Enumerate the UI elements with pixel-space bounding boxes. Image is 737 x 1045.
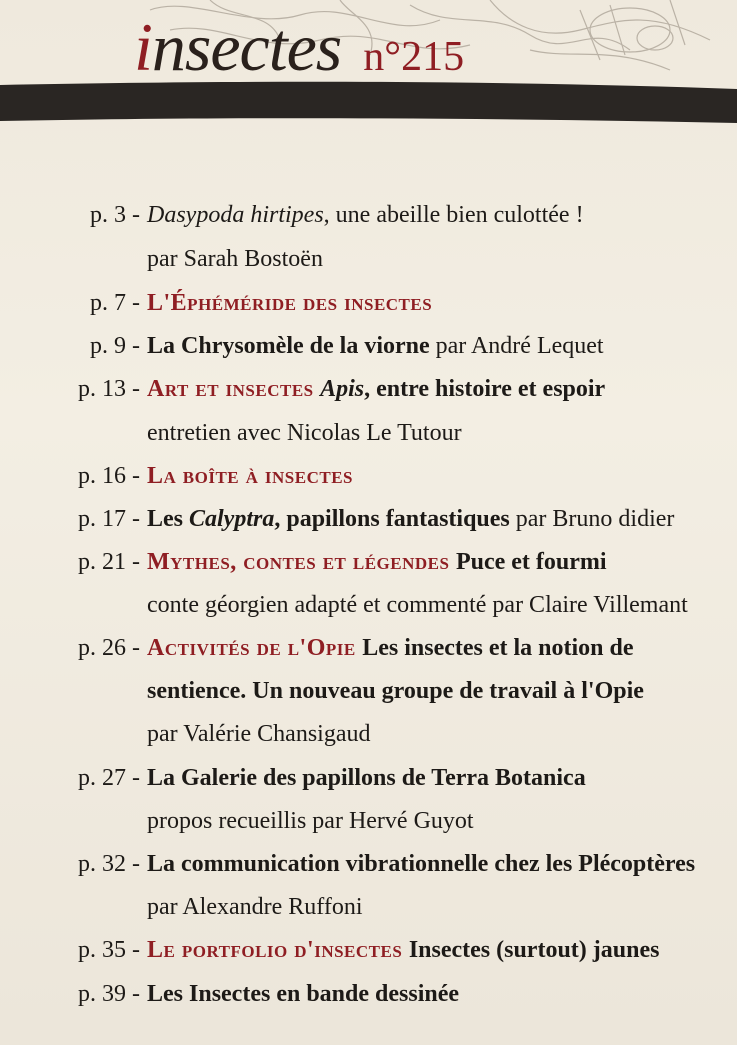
toc-line [0, 628, 737, 668]
toc-entry-text [147, 195, 584, 235]
toc-entry-text [147, 413, 462, 453]
toc-line [0, 671, 737, 711]
species-name: Dasypoda hirtipes [147, 202, 324, 228]
article-title: La Galerie des papillons de Terra Botanica [147, 765, 586, 791]
toc-page-number: p. 27 - [78, 765, 140, 791]
byline: par Sarah Bostoën [147, 246, 323, 272]
article-title: , entre histoire et espoir [364, 376, 606, 402]
rubric-title: Art et insectes [147, 376, 321, 402]
article-title-italic: Apis [320, 376, 365, 402]
article-title: , papillons fantastiques [274, 506, 516, 532]
toc-entry-text [147, 974, 459, 1014]
byline: conte géorgien adapté et commenté par Claire Villemant [147, 592, 688, 618]
toc-entry-text [147, 456, 353, 496]
rubric-title: Le portfolio d'insectes [147, 937, 409, 963]
toc-entry-text [147, 671, 644, 711]
toc-line [0, 974, 737, 1014]
toc-page-number: p. 7 - [90, 290, 140, 316]
byline: entretien avec Nicolas Le Tutour [147, 420, 462, 446]
toc-line [0, 930, 737, 970]
toc-line [0, 326, 737, 366]
toc-entry-text [147, 887, 363, 927]
article-title: sentience. Un nouveau groupe de travail à l'Opie [147, 678, 644, 704]
toc-line [0, 283, 737, 323]
toc-entry-text [147, 283, 432, 323]
toc-entry-text [147, 714, 371, 754]
article-title: La communication vibrationnelle chez les Plécoptères [147, 851, 696, 877]
toc-page-number: p. 9 - [90, 333, 140, 359]
article-title: Les insectes et la notion de [362, 635, 634, 661]
toc-entry-text [147, 369, 605, 409]
toc-entry-text [147, 930, 659, 970]
toc-entry-text [147, 499, 674, 539]
article-title-italic: Calyptra [189, 506, 275, 532]
logo-initial: i [134, 9, 152, 85]
logo-rest: nsectes [151, 9, 342, 85]
toc-entry-text [147, 628, 634, 668]
toc-entry-text [147, 585, 688, 625]
rubric-title: L'Éphéméride des insectes [147, 290, 433, 316]
toc-line [0, 844, 737, 884]
toc-line [0, 801, 737, 841]
toc-entry-text [147, 758, 586, 798]
toc-entry-text [147, 844, 695, 884]
toc-page-number: p. 32 - [78, 851, 140, 877]
toc-page-number: p. 13 - [78, 376, 140, 402]
article-title: Puce et fourmi [455, 549, 607, 575]
article-title: Les [147, 506, 189, 532]
rubric-title: Mythes, contes et légendes [147, 549, 456, 575]
toc-entry-text [147, 542, 607, 582]
toc-line [0, 239, 737, 279]
byline: par Valérie Chansigaud [147, 721, 371, 747]
toc-page-number: p. 35 - [78, 937, 140, 963]
toc-line [0, 456, 737, 496]
toc-line [0, 413, 737, 453]
toc-line [0, 585, 737, 625]
toc-entry-text [147, 801, 474, 841]
rubric-title: La boîte à insectes [147, 463, 354, 489]
toc-page-number: p. 26 - [78, 635, 140, 661]
magazine-masthead [134, 8, 464, 88]
magazine-logo [134, 8, 341, 87]
issue-number: n°215 [363, 34, 465, 80]
toc-line [0, 499, 737, 539]
byline: , une abeille bien culottée ! [323, 202, 584, 228]
toc-page-number: p. 17 - [78, 506, 140, 532]
toc-line [0, 195, 737, 235]
toc-entry-text [147, 239, 323, 279]
toc-line [0, 542, 737, 582]
byline: propos recueillis par Hervé Guyot [147, 808, 474, 834]
toc-line [0, 369, 737, 409]
rubric-title: Activités de l'Opie [147, 635, 363, 661]
toc-line [0, 758, 737, 798]
article-title: Insectes (surtout) jaunes [408, 937, 660, 963]
byline: par André Lequet [435, 333, 604, 359]
article-title: La Chrysomèle de la viorne [147, 333, 436, 359]
toc-line [0, 887, 737, 927]
toc-entry-text [147, 326, 604, 366]
toc-page-number: p. 21 - [78, 549, 140, 575]
byline: par Alexandre Ruffoni [147, 894, 363, 920]
toc-page-number: p. 39 - [78, 981, 140, 1007]
byline: par Bruno didier [515, 506, 675, 532]
toc-page-number: p. 16 - [78, 463, 140, 489]
article-title: Les Insectes en bande dessinée [147, 981, 460, 1007]
toc-line [0, 714, 737, 754]
toc-page-number: p. 3 - [90, 202, 140, 228]
